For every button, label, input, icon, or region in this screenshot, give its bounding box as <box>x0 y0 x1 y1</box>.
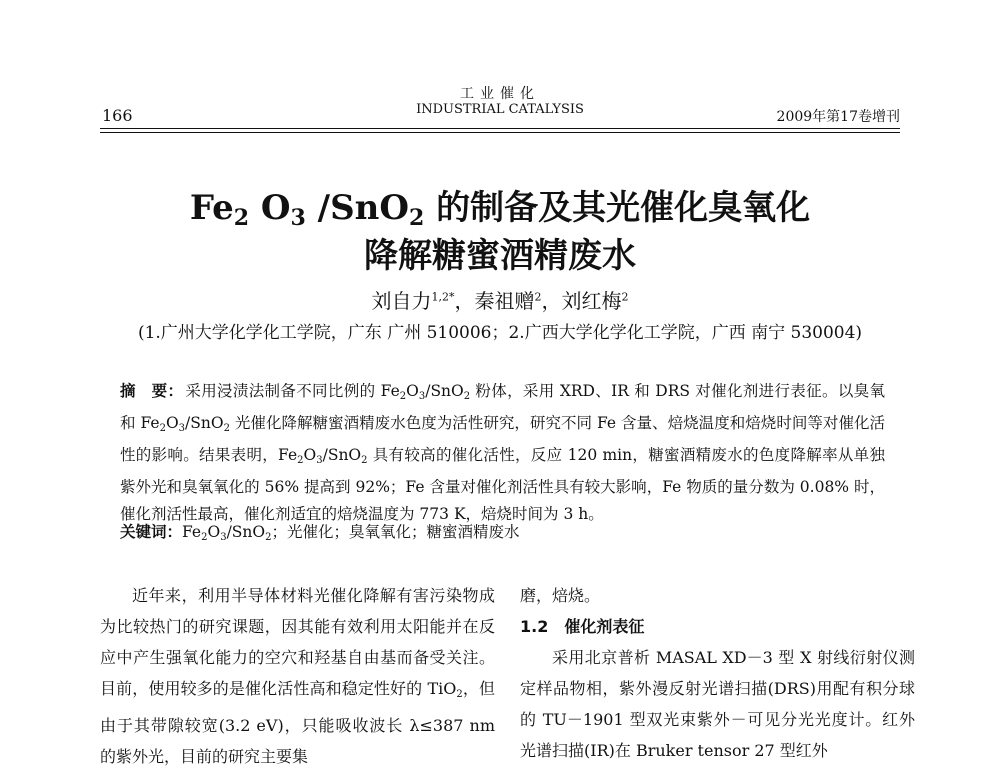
keywords: 关键词：$Fe_2O_3/SnO_2$；光催化；臭氧氧化；糖蜜酒精废水 <box>120 523 520 543</box>
journal-name-cn: 工业催化 <box>460 86 540 102</box>
author-name: 刘自力 <box>371 289 432 313</box>
author-name: 秦祖赠 <box>474 289 535 313</box>
affiliation: (1.广州大学化学化工学院，广东 广州 510006；2.广西大学化学化工学院，广西 南宁 530004) <box>137 323 863 343</box>
page-number: 166 <box>102 106 133 125</box>
author-affil-mark: 2 <box>621 290 629 304</box>
journal-name-en: INDUSTRIAL CATALYSIS <box>416 102 584 117</box>
abstract: 摘 要： 采用浸渍法制备不同比例的 $Fe_2O_3/SnO_2$ 粉体，采用 XRD、IR 和 DRS 对催化剂进行表征。以臭氧和 $Fe_2O_3/SnO_2$ 光催化降解糖蜜酒精废水色度为活性研究，研究不同 Fe 含量、焙烧温度和焙烧时间等对催化活性的影响。结果表明，$Fe_2O_3/SnO_2$ 具有较高的催化活性，反应 120 min，糖蜜酒精废水的色度降解率从单独紫外光和臭氧氧化的 56% 提高到 92%；Fe 含量对催化剂活性具有较大影响，Fe 物质的量分数为 0.08% 时，催化剂活性最高，催化剂适宜的焙烧温度为 773 K，焙烧时间为 3 h。 <box>120 382 885 523</box>
characterization-paragraph: 采用北京普析 MASAL XD－3 型 X 射线衍射仪测定样品物相，紫外漫反射光谱扫描(DRS)用配有积分球的 TU－1901 型双光束紫外－可见分光光度计。红外光谱扫描(IR)在 Bruker tensor 27 型红外 <box>520 648 915 760</box>
header-rule-bottom <box>100 132 900 133</box>
intro-paragraph: 近年来，利用半导体材料光催化降解有害污染物成为比较热门的研究课题，因其能有效利用太阳能并在反应中产生强氧化能力的空穴和羟基自由基而备受关注。目前，使用较多的是催化活性高和稳定性好的 TiO$_2$，但由于其带隙较宽(3.2 eV)，只能吸收波长 λ≤387 nm 的紫外光，目前的研究主要集 <box>100 586 495 766</box>
section-heading: 1.2 催化剂表征 <box>520 617 645 636</box>
body-column-left <box>100 580 495 772</box>
abstract-label: 摘 要： <box>120 382 184 400</box>
header-rule-top <box>100 128 900 129</box>
issue-label: 2009年第17卷增刊 <box>776 109 900 125</box>
keywords-label: 关键词： <box>120 523 183 541</box>
author-name: 刘红梅 <box>561 289 622 313</box>
paper-title-line-1: $Fe_2$ $O_3$ /SnO$_2$ 的制备及其光催化臭氧化 <box>189 188 811 231</box>
body-column-right <box>520 580 915 766</box>
continuation-text: 磨，焙烧。 <box>520 586 601 605</box>
author-list: 刘自力$^{1,2*}$，秦祖赠$^2$，刘红梅$^2$ <box>371 289 629 313</box>
paper-title-line-2: 降解糖蜜酒精废水 <box>364 236 636 276</box>
author-affil-mark: 2 <box>534 290 542 304</box>
author-affil-mark: 1,2* <box>431 290 455 304</box>
